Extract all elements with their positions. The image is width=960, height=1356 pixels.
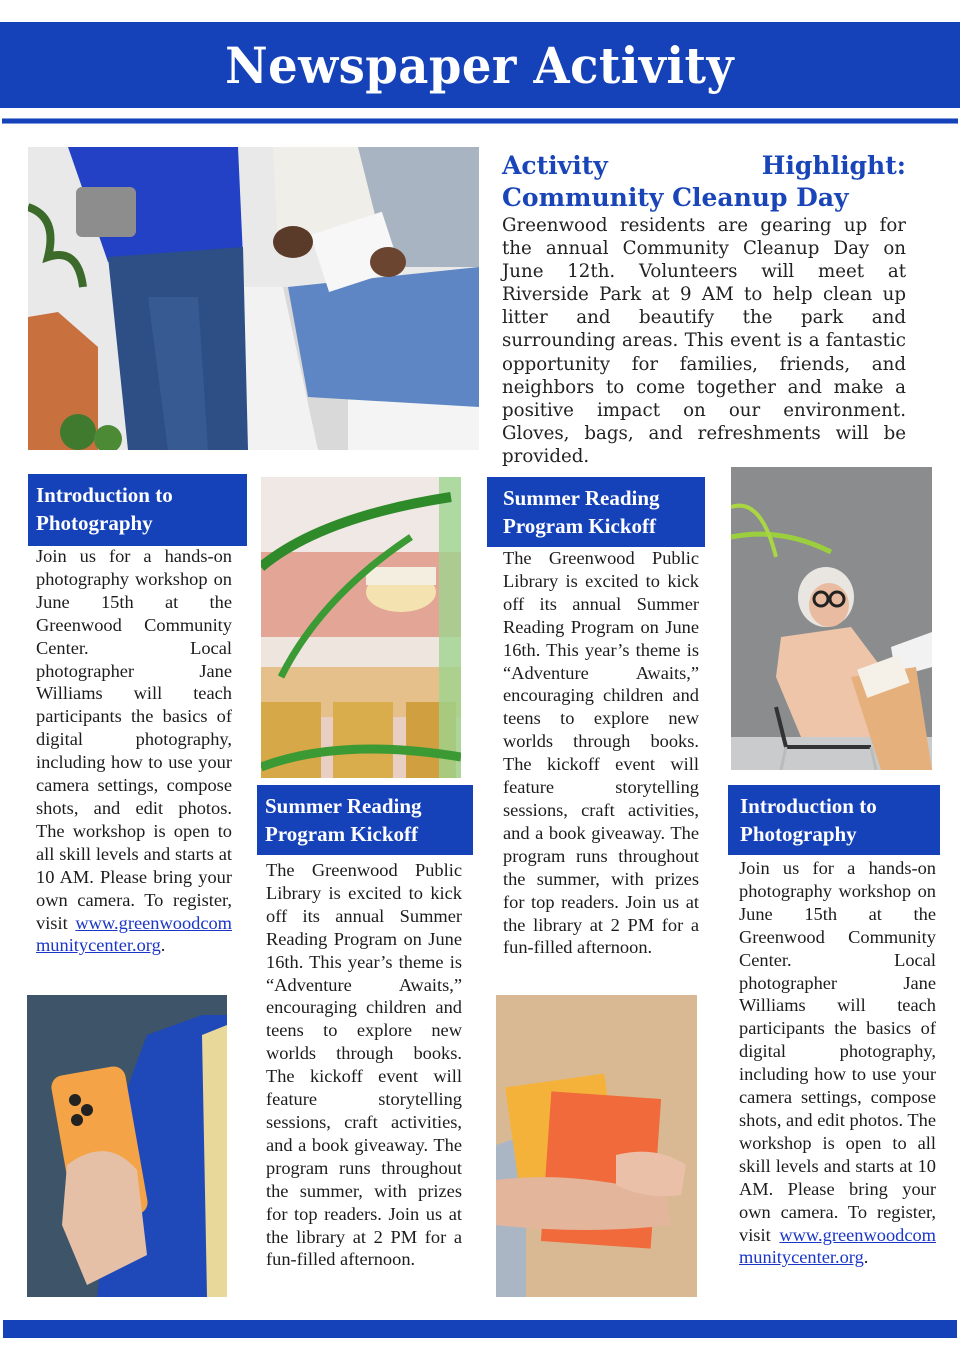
orange-phone-image — [27, 995, 227, 1297]
article-3-title: Summer Reading Program Kickoff — [487, 477, 705, 547]
article-2-body: The Greenwood Public Library is excited to kick off its annual Summer Reading Program on June 16th. This year’s theme is “Adventure Awaits,” encouraging children and teens to explore new worlds through books. The kickoff event will feature storytelling sessions, craft activities, and a book giveaway. The program runs throughout the summer, with prizes for top readers. Join us at the library at 2 PM for a fun-filled afternoon. — [266, 860, 462, 1270]
article-4-period: . — [863, 1247, 869, 1268]
article-1-body — [36, 545, 232, 957]
notebooks-image — [496, 995, 697, 1297]
highlight-title: Activity Highlight: Community Cleanup Day — [502, 151, 906, 212]
woman-sketching-image — [731, 467, 932, 770]
article-1-register-link[interactable]: www.greenwoodcommunitycenter.org — [36, 912, 232, 956]
notebooks-photo — [496, 995, 697, 1297]
article-1-text: Join us for a hands-on photography workshop on June 15th at the Greenwood Community Center. Local photographer Jane Williams will teach participants the basics of digital photography, including how to use your camera settings, compose shots, and edit photos. The workshop is open to all skill levels and starts at 10 AM. Please bring your own camera. To register, visit — [36, 546, 232, 933]
article-1-period: . — [160, 935, 166, 956]
masthead-banner — [0, 22, 960, 108]
highlight-body: Greenwood residents are gearing up for the annual Community Cleanup Day on June 12th. Volunteers will meet at Riverside Park at 9 AM to help clean up litter and beautify the park and surrounding areas. This event is a fantastic opportunity for families, friends, and neighbors to come together and make a positive impact on our environment. Gloves, bags, and refreshments will be provided. — [502, 215, 906, 467]
article-1-title: Introduction to Photography — [28, 474, 247, 546]
article-4-body — [739, 857, 936, 1269]
woman-sketching-photo — [731, 467, 932, 770]
cafe-interior-image — [261, 477, 461, 778]
article-4-register-link[interactable]: www.greenwoodcommunitycenter.org — [739, 1224, 936, 1268]
orange-phone-photo — [27, 995, 227, 1297]
footer-bar — [3, 1320, 957, 1338]
page-title: Newspaper Activity — [225, 35, 735, 95]
people-on-sofa-image — [28, 147, 479, 450]
masthead-divider — [2, 118, 958, 124]
article-4-title: Introduction to Photography — [728, 785, 940, 855]
article-4-text: Join us for a hands-on photography workshop on June 15th at the Greenwood Community Center. Local photographer Jane Williams will teach participants the basics of digital photography, including how to use your camera settings, compose shots, and edit photos. The workshop is open to all skill levels and starts at 10 AM. Please bring your own camera. To register, visit — [739, 858, 936, 1245]
article-3-body: The Greenwood Public Library is excited to kick off its annual Summer Reading Program on June 16th. This year’s theme is “Adventure Awaits,” encouraging children and teens to explore new worlds through books. The kickoff event will feature storytelling sessions, craft activities, and a book giveaway. The program runs throughout the summer, with prizes for top readers. Join us at the library at 2 PM for a fun-filled afternoon. — [503, 548, 699, 958]
cafe-interior-photo — [261, 477, 461, 778]
article-2-title: Summer Reading Program Kickoff — [257, 785, 473, 855]
hero-photo — [28, 147, 479, 450]
